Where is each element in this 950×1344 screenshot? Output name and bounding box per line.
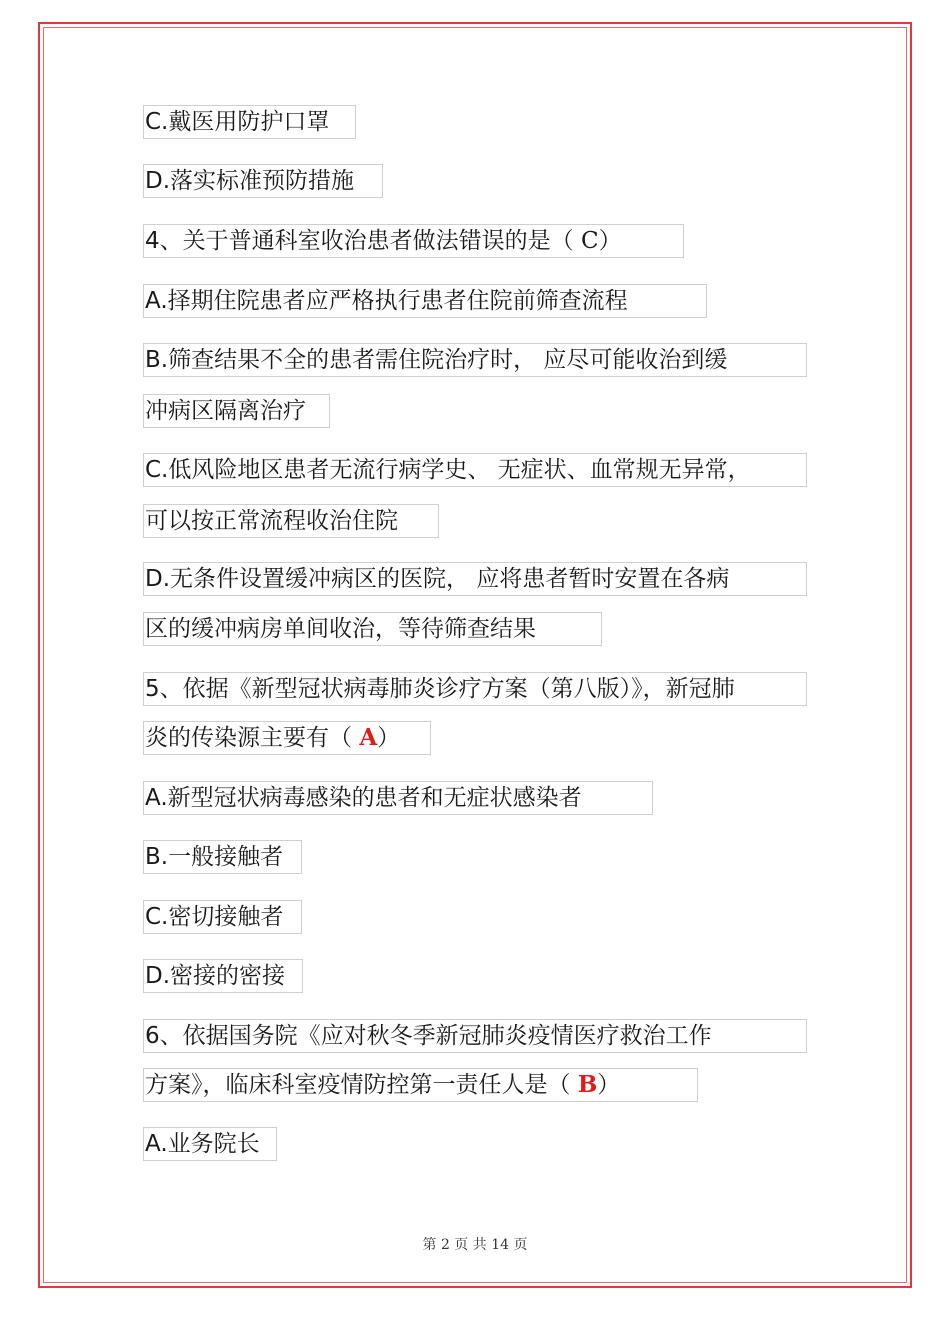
question-4-close: ） (598, 228, 622, 254)
question-6-line2 (143, 1068, 698, 1102)
option-a-q6: A.业务院长 (143, 1127, 277, 1161)
page-footer: 第 2 页 共 14 页 (422, 1237, 528, 1253)
option-c-q3: C.戴医用防护口罩 (143, 105, 356, 139)
question-5-text: 炎的传染源主要有（ (145, 725, 360, 751)
option-c-q4-line1: C.低风险地区患者无流行病学史、 无症状、血常规无异常， (143, 453, 807, 487)
option-c-q4-line2: 可以按正常流程收治住院 (143, 504, 439, 538)
option-a-q5: A.新型冠状病毒感染的患者和无症状感染者 (143, 781, 653, 815)
answer-q4: C (580, 228, 599, 254)
answer-q5: A (359, 724, 378, 751)
option-c-q5: C.密切接触者 (143, 900, 302, 934)
question-6-text: 方案》，临床科室疫情防控第一责任人是（ (145, 1072, 578, 1098)
question-5-line2 (143, 721, 431, 755)
question-5-close: ） (377, 725, 401, 751)
option-b-q4-line1: B.筛查结果不全的患者需住院治疗时， 应尽可能收治到缓 (143, 343, 807, 377)
option-d-q3: D.落实标准预防措施 (143, 164, 383, 198)
question-6-line1: 6、依据国务院《应对秋冬季新冠肺炎疫情医疗救治工作 (143, 1019, 807, 1053)
question-4-text: 4、关于普通科室收治患者做法错误的是（ (145, 228, 581, 254)
option-d-q4-line1: D.无条件设置缓冲病区的医院， 应将患者暂时安置在各病 (143, 562, 807, 596)
option-b-q5: B.一般接触者 (143, 840, 302, 874)
question-5-line1: 5、依据《新型冠状病毒肺炎诊疗方案（第八版）》，新冠肺 (143, 672, 807, 706)
answer-q6: B (577, 1071, 598, 1098)
option-a-q4: A.择期住院患者应严格执行患者住院前筛查流程 (143, 284, 707, 318)
question-6-close: ） (597, 1072, 621, 1098)
option-d-q4-line2: 区的缓冲病房单间收治，等待筛查结果 (143, 612, 602, 646)
question-4 (143, 224, 684, 258)
option-b-q4-line2: 冲病区隔离治疗 (143, 394, 330, 428)
option-d-q5: D.密接的密接 (143, 959, 303, 993)
